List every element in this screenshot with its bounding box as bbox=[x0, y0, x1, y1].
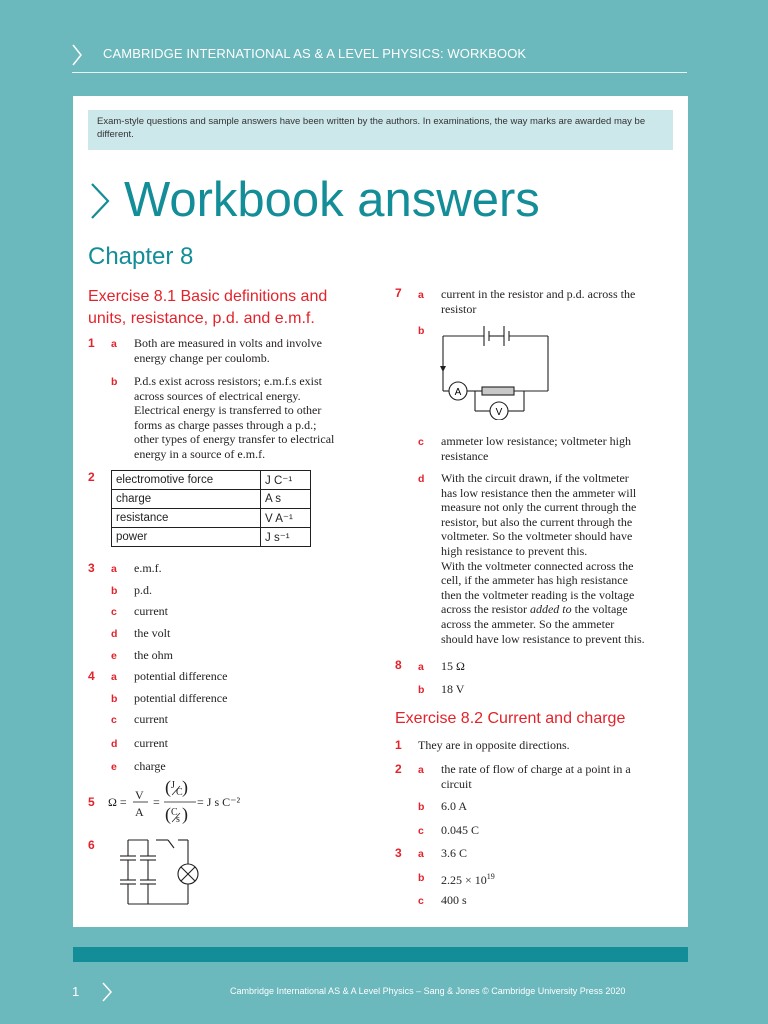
eq-paren: ( bbox=[165, 804, 171, 824]
part-letter: c bbox=[418, 895, 424, 907]
text-line: has low resistance then the ammeter will bbox=[441, 485, 637, 500]
answer-q1b bbox=[134, 374, 334, 462]
part-letter: e bbox=[111, 650, 117, 662]
part-letter: b bbox=[418, 801, 425, 813]
table-row bbox=[112, 509, 311, 528]
circuit-diagram-q7b bbox=[438, 320, 553, 420]
part-letter: b bbox=[418, 325, 425, 337]
text-line: high resistance to prevent this. bbox=[441, 543, 588, 558]
exercise-title-line: Exercise 8.1 Basic definitions and bbox=[88, 288, 328, 305]
eq-c: C bbox=[176, 787, 183, 798]
answer-ex2-q2b: 6.0 A bbox=[441, 799, 468, 813]
table-cell: J C⁻¹ bbox=[261, 471, 311, 490]
text-line: then the voltmeter reading is the voltage bbox=[441, 587, 635, 602]
table-row bbox=[112, 528, 311, 547]
answer-line: current bbox=[134, 604, 168, 618]
answer-line: current bbox=[134, 736, 168, 750]
part-letter: c bbox=[111, 606, 117, 618]
text-line: cell, if the ammeter has high resistance bbox=[441, 573, 628, 588]
superscript: 19 bbox=[486, 872, 495, 881]
table-cell: J s⁻¹ bbox=[261, 528, 311, 547]
answer-line: potential difference bbox=[134, 669, 228, 683]
answer-line: the volt bbox=[134, 626, 171, 640]
answer-line: potential difference bbox=[134, 691, 228, 705]
answer-ex2-q2c: 0.045 C bbox=[441, 823, 480, 837]
answer-ex2-q3c: 400 s bbox=[441, 893, 467, 907]
answer-line: e.m.f. bbox=[134, 561, 162, 575]
text-line: forms as charge passes through a p.d.; bbox=[134, 417, 317, 432]
part-letter: b bbox=[111, 693, 118, 705]
text-span: the voltage bbox=[571, 602, 628, 617]
text-line: other types of energy transfer to electrical bbox=[134, 432, 335, 447]
question-number: 1 bbox=[395, 738, 402, 752]
question-number: 3 bbox=[88, 561, 95, 575]
chevron-right-icon bbox=[88, 181, 112, 221]
question-number: 4 bbox=[88, 669, 95, 683]
part-letter: a bbox=[418, 289, 424, 301]
text-line: With the voltmeter connected across the bbox=[441, 558, 634, 573]
part-letter: b bbox=[111, 585, 118, 597]
text-line: ammeter low resistance; voltmeter high bbox=[441, 434, 631, 448]
part-letter: a bbox=[418, 764, 424, 776]
question-number: 6 bbox=[88, 838, 95, 852]
table-cell: charge bbox=[112, 490, 261, 509]
eq-v: V bbox=[135, 788, 144, 802]
table-cell: electromotive force bbox=[112, 471, 261, 490]
eq-j: J bbox=[171, 780, 175, 791]
text-line: circuit bbox=[441, 776, 472, 791]
text-line: resistor, but also the current through the bbox=[441, 514, 633, 529]
text-line: P.d.s exist across resistors; e.m.f.s exist bbox=[134, 374, 322, 388]
part-letter: d bbox=[418, 473, 425, 485]
header-title: CAMBRIDGE INTERNATIONAL AS & A LEVEL PHYSICS: WORKBOOK bbox=[103, 46, 527, 61]
question-number: 2 bbox=[88, 470, 95, 484]
page-title: Workbook answers bbox=[124, 173, 540, 227]
text-line: should have low resistance to prevent this. bbox=[441, 631, 645, 646]
text-line: resistance bbox=[441, 448, 489, 463]
table-cell: resistance bbox=[112, 509, 261, 528]
question-number: 2 bbox=[395, 762, 402, 776]
eq-c: C bbox=[171, 807, 178, 818]
eq-paren: ) bbox=[182, 777, 188, 797]
part-letter: c bbox=[111, 714, 117, 726]
header-divider bbox=[72, 72, 687, 73]
text-line: energy change per coulomb. bbox=[134, 350, 270, 365]
question-number: 3 bbox=[395, 846, 402, 860]
eq-result: = J s C⁻² bbox=[197, 795, 241, 809]
part-letter: d bbox=[111, 738, 118, 750]
text-line: With the circuit drawn, if the voltmeter bbox=[441, 471, 629, 485]
answer-ex2-q1: They are in opposite directions. bbox=[418, 738, 570, 752]
ammeter-label: A bbox=[454, 387, 462, 398]
part-letter: a bbox=[418, 848, 424, 860]
text-line: voltmeter. So the voltmeter should have bbox=[441, 529, 633, 544]
part-letter: a bbox=[111, 338, 117, 350]
answer-ex2-q3b bbox=[441, 870, 495, 888]
fraction-bars bbox=[108, 778, 208, 828]
answer-q7d bbox=[441, 471, 645, 646]
part-letter: e bbox=[111, 761, 117, 773]
answer-ex2-q2a bbox=[441, 762, 631, 791]
text-line: across sources of electrical energy. bbox=[134, 388, 301, 403]
eq-omega: Ω = bbox=[108, 795, 127, 809]
eq-equals: = bbox=[153, 795, 160, 809]
part-letter: b bbox=[111, 376, 118, 388]
table-cell: power bbox=[112, 528, 261, 547]
table-row bbox=[112, 490, 311, 509]
part-letter: b bbox=[418, 684, 425, 696]
answer-line: the ohm bbox=[134, 648, 173, 662]
answer-q8a: 15 Ω bbox=[441, 659, 465, 673]
answer-line: charge bbox=[134, 759, 166, 773]
text-line: across the ammeter. So the ammeter bbox=[441, 616, 615, 631]
exercise-8-2-title: Exercise 8.2 Current and charge bbox=[395, 710, 626, 727]
part-letter: a bbox=[111, 671, 117, 683]
eq-paren: ) bbox=[182, 804, 188, 824]
question-number: 8 bbox=[395, 658, 402, 672]
footer-copyright: Cambridge International AS & A Level Physics – Sang & Jones © Cambridge University Press 2020 bbox=[230, 986, 626, 996]
text-span: across the resistor bbox=[441, 602, 530, 617]
eq-paren: ( bbox=[165, 777, 171, 797]
question-number: 5 bbox=[88, 795, 95, 809]
answer-ex2-q3a: 3.6 C bbox=[441, 846, 468, 860]
circuit-diagram-q6 bbox=[108, 834, 208, 914]
part-letter: b bbox=[418, 872, 425, 884]
answer-q1a bbox=[134, 336, 322, 365]
eq-s: s bbox=[176, 814, 180, 825]
text-line: the rate of flow of charge at a point in a bbox=[441, 762, 631, 776]
table-cell: V A⁻¹ bbox=[261, 509, 311, 528]
text-line: energy in a source of e.m.f. bbox=[134, 446, 266, 461]
notice-text: Exam-style questions and sample answers have been written by the authors. In examinations, the way marks are awarded may be different. bbox=[97, 116, 646, 140]
page-number: 1 bbox=[72, 984, 80, 999]
table-row bbox=[112, 471, 311, 490]
units-table bbox=[111, 470, 311, 547]
text-line: Electrical energy is transferred to other bbox=[134, 403, 322, 418]
chevron-right-icon bbox=[70, 42, 84, 68]
answer-q7a bbox=[441, 287, 635, 316]
part-letter: a bbox=[418, 661, 424, 673]
chapter-title: Chapter 8 bbox=[88, 243, 194, 270]
answer-line: current bbox=[134, 712, 168, 726]
part-letter: c bbox=[418, 825, 424, 837]
part-letter: d bbox=[111, 628, 118, 640]
italic-span: added to bbox=[529, 602, 572, 617]
question-number: 1 bbox=[88, 336, 95, 350]
part-letter: c bbox=[418, 436, 424, 448]
footer-bar bbox=[73, 947, 688, 962]
text-line: Both are measured in volts and involve bbox=[134, 336, 322, 350]
text-line: resistor bbox=[441, 301, 477, 316]
eq-a: A bbox=[135, 805, 144, 819]
voltmeter-label: V bbox=[495, 407, 503, 418]
text-span: 2.25 × 10 bbox=[441, 873, 487, 887]
exercise-8-1-title bbox=[88, 286, 327, 330]
answer-line: p.d. bbox=[134, 583, 152, 597]
answer-q8b: 18 V bbox=[441, 682, 465, 696]
text-line: current in the resistor and p.d. across the bbox=[441, 287, 636, 301]
text-line: measure not only the current through the bbox=[441, 500, 637, 515]
text-line bbox=[441, 602, 645, 617]
chevron-right-icon[interactable] bbox=[100, 980, 114, 1004]
question-number: 7 bbox=[395, 286, 402, 300]
exercise-title-line: units, resistance, p.d. and e.m.f. bbox=[88, 310, 315, 327]
table-cell: A s bbox=[261, 490, 311, 509]
answer-q7c bbox=[441, 434, 631, 463]
part-letter: a bbox=[111, 563, 117, 575]
